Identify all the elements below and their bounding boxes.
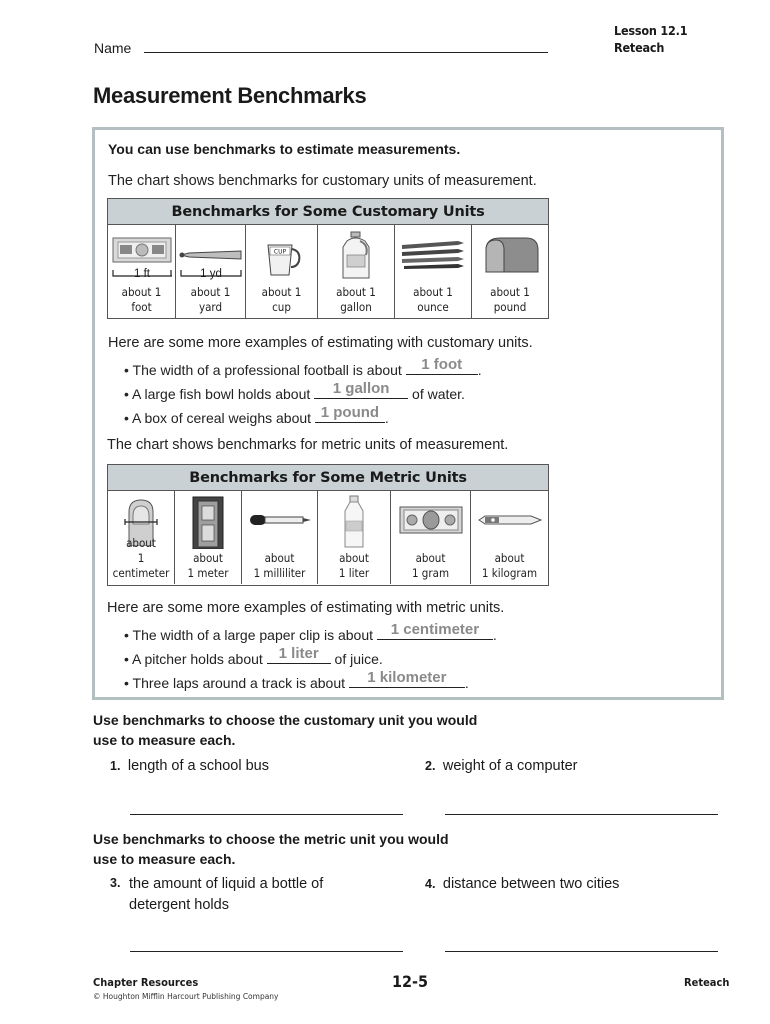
page-title: Measurement Benchmarks (93, 83, 367, 108)
benchmark-cell-cup (246, 225, 318, 318)
answer-blank[interactable] (406, 356, 478, 375)
example-text-end: . (384, 410, 389, 426)
metric-questions-heading (93, 829, 449, 869)
question-2 (425, 756, 578, 777)
heading-line: Use benchmarks to choose the metric unit you would (93, 831, 449, 847)
metric-benchmark-table (107, 464, 549, 586)
cap-line1: about 1 (490, 285, 530, 299)
metric-example-1 (124, 621, 497, 643)
cap-line2: gallon (340, 300, 372, 314)
example-text: • The width of a professional football is about (124, 362, 406, 378)
footer-chapter-resources: Chapter Resources (93, 976, 199, 989)
metric-example-2 (124, 645, 383, 667)
answer-text: 1 pound (320, 404, 380, 421)
metric-table-title: Benchmarks for Some Metric Units (108, 465, 548, 491)
answer-text: 1 kilometer (367, 669, 447, 686)
cap-line2: 1 meter (187, 566, 229, 580)
benchmark-cell-liter (318, 491, 391, 584)
answer-line-2[interactable] (445, 814, 718, 815)
cap-line1: about (193, 551, 223, 565)
water-bottle-icon (339, 495, 369, 549)
cap-line1: about 1 (413, 285, 453, 299)
example-text: • Three laps around a track is about (124, 675, 349, 691)
metric-intro-text: The chart shows benchmarks for metric units of measurement. (107, 437, 509, 453)
example-text: • A pitcher holds about (124, 651, 267, 667)
answer-blank[interactable] (349, 669, 465, 688)
dollar-bill-icon (399, 506, 463, 534)
heading-line: use to measure each. (93, 732, 236, 748)
cap-line1: about (339, 551, 369, 565)
cap-line1: about 1 (121, 285, 162, 299)
question-text: weight of a computer (442, 758, 578, 774)
answer-text: 1 foot (421, 356, 463, 373)
example-text: • A box of cereal weighs about (124, 410, 315, 426)
cap-line1: about 1 (336, 285, 376, 299)
cap-line2: 1 kilogram (481, 566, 538, 580)
benchmark-cell-kilogram (471, 491, 548, 584)
cap-line2: pound (493, 300, 527, 314)
cap-line1: about 1 (190, 285, 231, 299)
question-number: 2. (425, 759, 436, 773)
example-text: • A large fish bowl holds about (124, 386, 315, 402)
question-text: length of a school bus (127, 758, 269, 774)
textbook-icon (477, 512, 543, 528)
baseball-bat-icon (179, 248, 243, 262)
cap-line2: cup (272, 300, 291, 314)
answer-blank[interactable] (314, 380, 408, 399)
answer-blank[interactable] (377, 621, 493, 640)
customary-benchmark-table (107, 198, 549, 319)
benchmark-cell-foot (108, 225, 176, 318)
benchmark-cell-pound (472, 225, 548, 318)
cup-label: CUP (273, 248, 286, 256)
heading-line: use to measure each. (93, 851, 236, 867)
question-text-line: the amount of liquid a bottle of (129, 876, 324, 892)
example-text-end: . (492, 627, 497, 643)
bread-loaf-icon (480, 234, 540, 276)
foot-span-label: 1 ft (134, 268, 150, 280)
answer-blank[interactable] (267, 645, 331, 664)
customary-intro-text: The chart shows benchmarks for customary units of measurement. (108, 173, 537, 189)
question-4 (425, 874, 619, 895)
lesson-number: Lesson 12.1 (614, 23, 688, 38)
cap-line1: about 1 (261, 285, 302, 299)
door-icon (190, 495, 226, 549)
answer-text: 1 liter (278, 645, 319, 662)
answer-blank[interactable] (315, 404, 385, 423)
cap-line1: about (126, 536, 156, 550)
cap-line2: ounce (417, 300, 449, 314)
benchmark-cell-centimeter (108, 491, 175, 584)
measuring-cup-icon (262, 237, 302, 277)
cap-line1: about (264, 551, 295, 565)
question-3 (110, 874, 323, 916)
milk-jug-icon (339, 231, 373, 281)
cap-line2: 1 centimeter (112, 551, 170, 580)
answer-text: 1 gallon (332, 380, 390, 397)
question-number: 1. (110, 759, 121, 773)
lesson-type: Reteach (614, 40, 665, 55)
cap-line2: foot (131, 300, 152, 314)
name-label: Name (94, 40, 132, 56)
benchmark-cell-milliliter (242, 491, 318, 584)
answer-text: 1 centimeter (390, 621, 480, 638)
metric-more-text: Here are some more examples of estimating with metric units. (107, 600, 505, 616)
customary-questions-heading (93, 710, 477, 750)
question-text-line: detergent holds (129, 897, 229, 913)
dropper-icon (248, 512, 312, 528)
benchmark-cell-meter (175, 491, 242, 584)
benchmark-cell-gallon (318, 225, 395, 318)
lesson-label (614, 22, 687, 56)
question-number: 3. (110, 876, 121, 890)
example-text-end: of juice. (330, 651, 383, 667)
benchmark-cell-ounce (395, 225, 472, 318)
benchmark-cell-gram (391, 491, 471, 584)
customary-example-2 (124, 380, 465, 402)
answer-line-1[interactable] (130, 814, 403, 815)
customary-example-1 (124, 356, 482, 378)
customary-example-3 (124, 404, 389, 426)
question-text (129, 874, 323, 916)
question-number: 4. (425, 877, 436, 891)
cap-line2: 1 liter (338, 566, 370, 580)
pencils-icon (400, 239, 466, 269)
question-text: distance between two cities (442, 876, 620, 892)
footer-reteach: Reteach (684, 976, 730, 989)
cap-line1: about (494, 551, 525, 565)
cap-line1: about (415, 551, 446, 565)
cap-line2: 1 milliliter (253, 566, 306, 580)
dollar-bill-icon (112, 237, 172, 263)
benchmark-cell-yard (176, 225, 246, 318)
yard-span-label: 1 yd (200, 268, 222, 280)
intro-heading: You can use benchmarks to estimate measurements. (108, 141, 461, 157)
answer-line-3[interactable] (130, 951, 403, 952)
cap-line2: 1 gram (411, 566, 450, 580)
answer-line-4[interactable] (445, 951, 718, 952)
cap-line2: yard (198, 300, 223, 314)
question-1 (110, 756, 269, 777)
example-text-end: . (477, 362, 482, 378)
page-number: 12-5 (392, 972, 429, 991)
example-text-end: . (464, 675, 469, 691)
footer-copyright: © Houghton Mifflin Harcourt Publishing Company (93, 992, 279, 1001)
example-text: • The width of a large paper clip is about (124, 627, 377, 643)
metric-example-3 (124, 669, 469, 691)
customary-table-title: Benchmarks for Some Customary Units (108, 199, 548, 225)
name-input-line[interactable] (144, 52, 548, 53)
customary-more-text: Here are some more examples of estimating with customary units. (108, 335, 533, 351)
example-text-end: of water. (408, 386, 465, 402)
heading-line: Use benchmarks to choose the customary unit you would (93, 712, 478, 728)
